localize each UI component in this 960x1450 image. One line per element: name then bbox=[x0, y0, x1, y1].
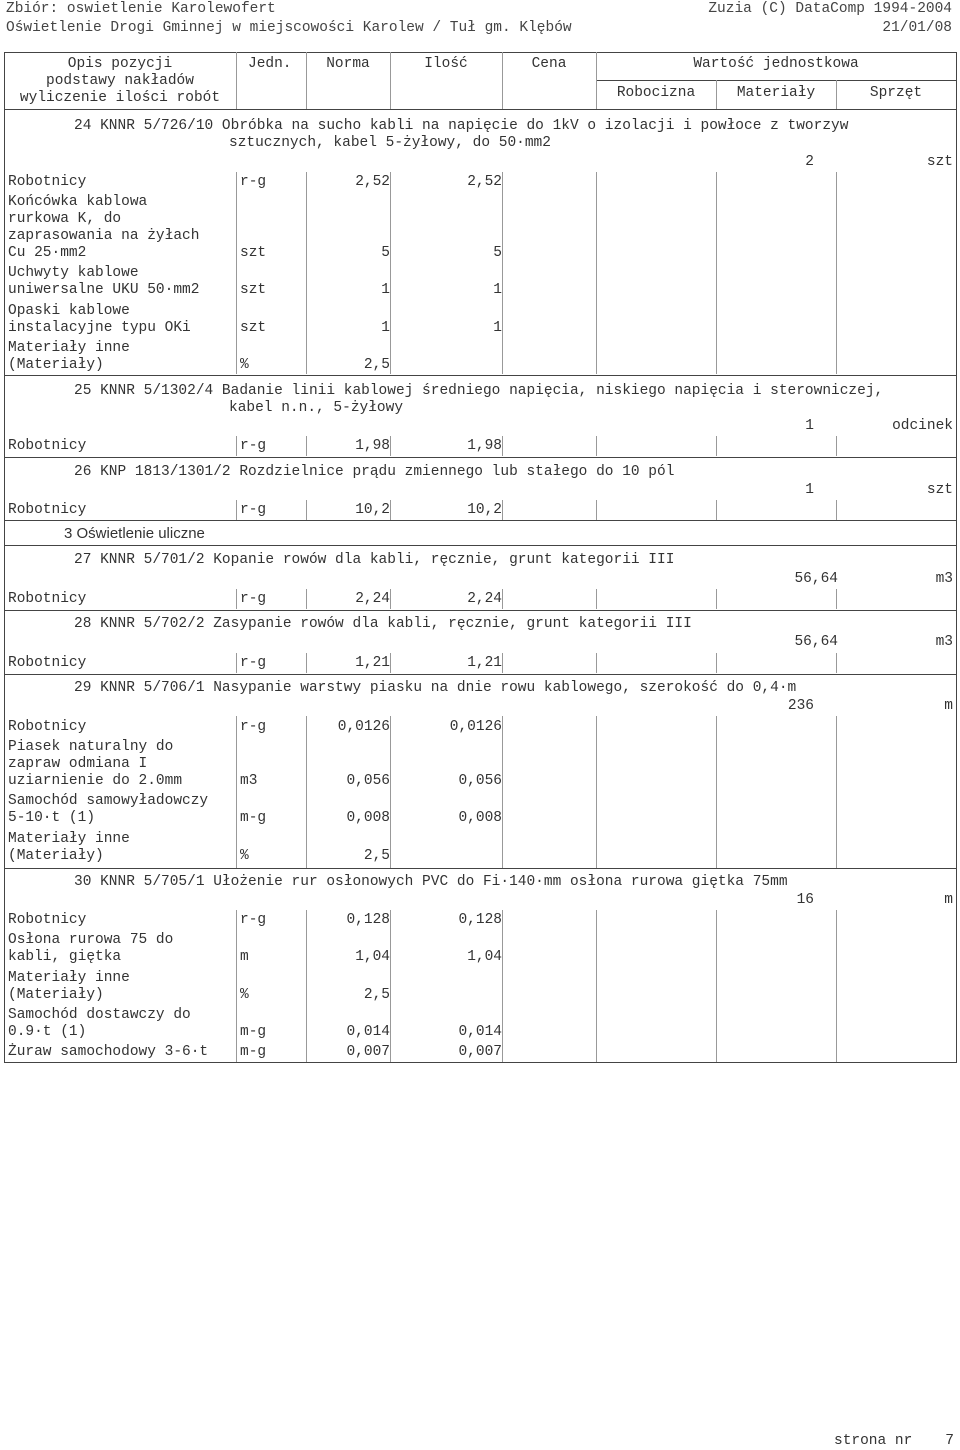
resource-name: Robotnicy bbox=[8, 591, 87, 607]
resource-quantity: 1,98 bbox=[467, 438, 502, 454]
resource-norm: 0,007 bbox=[346, 1044, 390, 1060]
resource-quantity: 0,007 bbox=[458, 1044, 502, 1060]
resource-quantity: 0,008 bbox=[458, 810, 502, 826]
position-title: 30 KNNR 5/705/1 Ułożenie rur osłonowych PVC do Fi·140·mm osłona rurowa giętka 75mm bbox=[74, 874, 788, 890]
position-quantity: 1 bbox=[805, 482, 814, 498]
column-equipment: Sprzęt bbox=[869, 85, 923, 101]
resource-name: Uchwyty kablowe uniwersalne UKU 50·mm2 bbox=[8, 265, 200, 298]
column-labor: Robocizna bbox=[616, 85, 696, 101]
position-unit: szt bbox=[926, 482, 953, 498]
resource-name: Żuraw samochodowy 3-6·t bbox=[8, 1044, 209, 1060]
position-unit: odcinek bbox=[892, 418, 953, 434]
resource-unit: szt bbox=[240, 320, 267, 336]
resource-unit: r-g bbox=[240, 174, 267, 190]
position-quantity: 16 bbox=[796, 892, 814, 908]
position-title-continued: kabel n.n., 5-żyłowy bbox=[229, 400, 404, 416]
column-unit-value: Wartość jednostkowa bbox=[693, 56, 859, 72]
column-materials: Materiały bbox=[736, 85, 816, 101]
resource-norm: 0,128 bbox=[346, 912, 390, 928]
resource-unit: % bbox=[240, 987, 249, 1003]
column-norm: Norma bbox=[326, 56, 370, 72]
resource-quantity: 0,0126 bbox=[449, 719, 502, 735]
document-date: 21/01/08 bbox=[882, 20, 952, 36]
resource-norm: 2,52 bbox=[355, 174, 390, 190]
resource-unit: m-g bbox=[240, 810, 267, 826]
resource-norm: 0,008 bbox=[346, 810, 390, 826]
position-quantity: 56,64 bbox=[794, 571, 838, 587]
resource-unit: szt bbox=[240, 245, 267, 261]
resource-unit: m bbox=[240, 949, 249, 965]
resource-unit: r-g bbox=[240, 912, 267, 928]
position-quantity: 236 bbox=[787, 698, 814, 714]
resource-name: Robotnicy bbox=[8, 655, 87, 671]
resource-name: Końcówka kablowa rurkowa K, do zaprasowania na żyłach Cu 25·mm2 bbox=[8, 194, 200, 261]
resource-unit: r-g bbox=[240, 591, 267, 607]
resource-norm: 2,5 bbox=[363, 987, 390, 1003]
resource-name: Materiały inne (Materiały) bbox=[8, 970, 130, 1003]
resource-quantity: 1 bbox=[493, 320, 502, 336]
resource-norm: 2,5 bbox=[363, 357, 390, 373]
resource-quantity: 1,04 bbox=[467, 949, 502, 965]
resource-unit: r-g bbox=[240, 719, 267, 735]
position-title-continued: sztucznych, kabel 5-żyłowy, do 50·mm2 bbox=[229, 135, 551, 151]
resource-name: Materiały inne (Materiały) bbox=[8, 340, 130, 373]
resource-name: Robotnicy bbox=[8, 438, 87, 454]
page-label: strona nr bbox=[834, 1433, 913, 1449]
resource-unit: m3 bbox=[240, 773, 258, 789]
position-title: 27 KNNR 5/701/2 Kopanie rowów dla kabli, ręcznie, grunt kategorii III bbox=[74, 552, 675, 568]
position-unit: m3 bbox=[935, 571, 953, 587]
resource-norm: 0,056 bbox=[346, 773, 390, 789]
resource-name: Materiały inne (Materiały) bbox=[8, 831, 130, 864]
resource-unit: % bbox=[240, 357, 249, 373]
resource-name: Robotnicy bbox=[8, 719, 87, 735]
resource-norm: 1,98 bbox=[355, 438, 390, 454]
resource-name: Opaski kablowe instalacyjne typu OKi bbox=[8, 303, 191, 336]
resource-unit: r-g bbox=[240, 438, 267, 454]
resource-quantity: 0,128 bbox=[458, 912, 502, 928]
column-price: Cena bbox=[531, 56, 567, 72]
resource-norm: 10,2 bbox=[355, 502, 390, 518]
resource-unit: r-g bbox=[240, 502, 267, 518]
resource-quantity: 2,24 bbox=[467, 591, 502, 607]
project-title: Oświetlenie Drogi Gminnej w miejscowości Karolew / Tuł gm. Klębów bbox=[6, 20, 572, 36]
resource-name: Piasek naturalny do zapraw odmiana I uziarnienie do 2.0mm bbox=[8, 739, 183, 789]
resource-name: Samochód dostawczy do 0.9·t (1) bbox=[8, 1007, 191, 1040]
resource-norm: 5 bbox=[381, 245, 390, 261]
resource-quantity: 5 bbox=[493, 245, 502, 261]
position-quantity: 2 bbox=[805, 154, 814, 170]
resource-name: Robotnicy bbox=[8, 502, 87, 518]
column-unit: Jedn. bbox=[248, 56, 292, 72]
software-credit: Zuzia (C) DataComp 1994-2004 bbox=[708, 1, 952, 17]
position-unit: m bbox=[944, 698, 953, 714]
resource-norm: 0,0126 bbox=[337, 719, 390, 735]
resource-norm: 1,04 bbox=[355, 949, 390, 965]
resource-norm: 0,014 bbox=[346, 1024, 390, 1040]
resource-norm: 2,5 bbox=[363, 848, 390, 864]
resource-norm: 2,24 bbox=[355, 591, 390, 607]
position-title: 28 KNNR 5/702/2 Zasypanie rowów dla kabli, ręcznie, grunt kategorii III bbox=[74, 616, 692, 632]
resource-norm: 1,21 bbox=[355, 655, 390, 671]
resource-unit: r-g bbox=[240, 655, 267, 671]
position-unit: m bbox=[944, 892, 953, 908]
resource-unit: m-g bbox=[240, 1044, 267, 1060]
resource-name: Osłona rurowa 75 do kabli, giętka bbox=[8, 932, 174, 965]
position-title: 25 KNNR 5/1302/4 Badanie linii kablowej średniego napięcia, niskiego napięcia i sterowniczej, bbox=[74, 383, 884, 399]
column-description: Opis pozycji podstawy nakładów wyliczenie ilości robót bbox=[19, 56, 221, 106]
column-quantity: Ilość bbox=[424, 56, 468, 72]
position-unit: m3 bbox=[935, 634, 953, 650]
resource-norm: 1 bbox=[381, 320, 390, 336]
resource-name: Robotnicy bbox=[8, 174, 87, 190]
section-title: 3 Oświetlenie uliczne bbox=[64, 525, 205, 542]
resource-name: Samochód samowyładowczy 5-10·t (1) bbox=[8, 793, 209, 826]
resource-quantity: 2,52 bbox=[467, 174, 502, 190]
resource-quantity: 1,21 bbox=[467, 655, 502, 671]
page-number: 7 bbox=[945, 1433, 954, 1449]
resource-unit: m-g bbox=[240, 1024, 267, 1040]
position-title: 24 KNNR 5/726/10 Obróbka na sucho kabli na napięcie do 1kV o izolacji i powłoce z tworzyw bbox=[74, 118, 849, 134]
collection-name: Zbiór: oswietlenie Karolewofert bbox=[6, 1, 276, 17]
resource-norm: 1 bbox=[381, 282, 390, 298]
position-unit: szt bbox=[926, 154, 953, 170]
resource-name: Robotnicy bbox=[8, 912, 87, 928]
resource-quantity: 0,056 bbox=[458, 773, 502, 789]
position-quantity: 56,64 bbox=[794, 634, 838, 650]
resource-unit: % bbox=[240, 848, 249, 864]
resource-unit: szt bbox=[240, 282, 267, 298]
position-title: 26 KNP 1813/1301/2 Rozdzielnice prądu zmiennego lub stałego do 10 pól bbox=[74, 464, 675, 480]
resource-quantity: 0,014 bbox=[458, 1024, 502, 1040]
position-quantity: 1 bbox=[805, 418, 814, 434]
resource-quantity: 10,2 bbox=[467, 502, 502, 518]
resource-quantity: 1 bbox=[493, 282, 502, 298]
position-title: 29 KNNR 5/706/1 Nasypanie warstwy piasku na dnie rowu kablowego, szerokość do 0,4·m bbox=[74, 680, 797, 696]
